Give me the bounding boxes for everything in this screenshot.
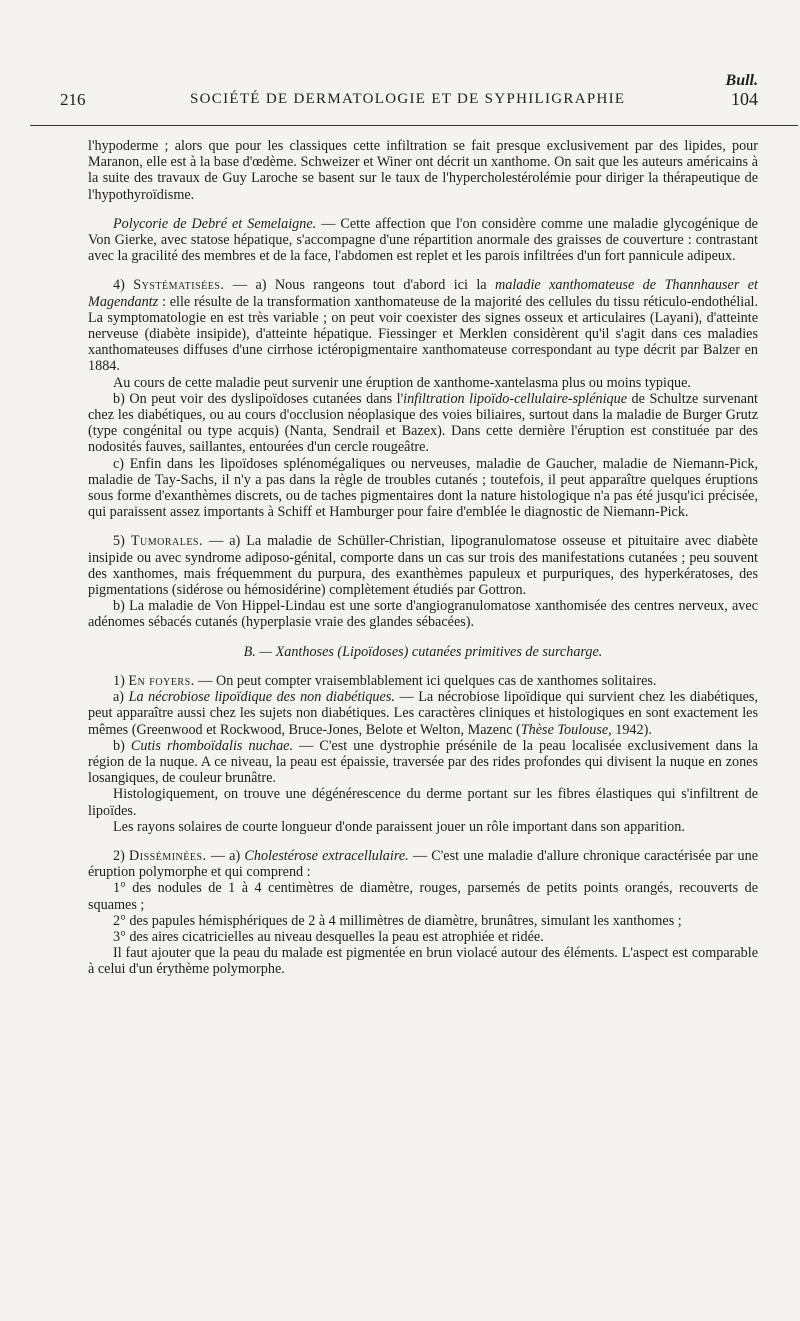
paragraph-hypoderme: l'hypoderme ; alors que pour les classiques cette infiltration se fait presque exclusivement par des lipides, pour Maranon, elle est à la base d'œdème. Schweizer et Winer ont décrit un xanthome. On sait que les auteurs américains à la suite des travaux de Guy Laroche se basent sur le taux de l'hypercholestérolémie pour diriger la thérapeutique de l'hypothyroïdisme.	[88, 138, 758, 203]
header-rule	[30, 125, 798, 126]
page-header	[60, 0, 758, 122]
paragraph-histologiquement: Histologiquement, on trouve une dégénérescence du derme portant sur les fibres élastiques qui s'infiltrent de lipoïdes.	[88, 786, 758, 819]
polycorie-title: Polycorie de Debré et Semelaigne.	[113, 215, 317, 232]
section-heading-b: B. — Xanthoses (Lipoïdoses) cutanées primitives de surcharge.	[243, 643, 603, 660]
page-number: 216	[60, 90, 86, 109]
paragraph-c-lipoidoses: c) Enfin dans les lipoïdoses splénomégaliques ou nerveuses, maladie de Gaucher, maladie de Niemann-Pick, maladie de Tay-Sachs, il n'y a pas dans la règle de troubles cutanés ; toutefois, il peut apparaître quelques éruptions sous forme d'exanthèmes discrets, ou de taches pigmentaires dont la nature histologique n'a pas été jusqu'ici précisée, qui paraissent assez importants à Schiff et Hamburger pour faire d'emblée le diagnostic de Niemann-Pick.	[88, 455, 758, 521]
section-label-en-foyers: En foyers.	[128, 672, 195, 689]
paragraph-tumorales: 5) Tumorales. — a) La maladie de Schüller-Christian, lipogranulomatose osseuse et pituitaire avec diabète insipide ou avec syndrome adiposo-génital, comporte dans un cas sur trois des manifestations cutanées ; peu souvent des xanthomes, mais fréquemment du purpura, des exanthèmes papuleux et purpuriques, des hyperkératoses, des pigmentations (sidérose ou hémosidérine) complètement étudiés par Gottron.	[88, 533, 758, 599]
paragraph-au-cours: Au cours de cette maladie peut survenir une éruption de xanthome-xantelasma plus ou moins typique.	[113, 374, 691, 391]
paragraph-cutis: b) Cutis rhomboïdalis nuchae. — C'est une dystrophie présénile de la peau localisée exclusivement dans la région de la nuque. A ce niveau, la peau est épaissie, traversée par des rides profondes qui divisent la nuque en zones losangiques, de couleur brunâtre.	[88, 737, 758, 787]
section-label-tumorales: Tumorales.	[130, 533, 204, 550]
list-item-nodules: 1° des nodules de 1 à 4 centimètres de diamètre, rouges, parsemés de petits points orangés, recouverts de squames ;	[88, 880, 758, 913]
paragraph-necrobiose: a) La nécrobiose lipoïdique des non diabétiques. — La nécrobiose lipoïdique qui survient chez les diabétiques, peut apparaître aussi chez les sujets non diabétiques. Les caractères cliniques et histologiques en sont exactement les mêmes (Greenwood et Rockwood, Bruce-Jones, Belote et Welton, Mazenc (Thèse Toulouse, 1942).	[88, 689, 758, 738]
running-title: SOCIÉTÉ DE DERMATOLOGIE ET DE SYPHILIGRAPHIE	[190, 91, 626, 107]
section-label-systematisees: Systématisées.	[133, 277, 225, 294]
paragraph-en-foyers: 1) En foyers. — On peut compter vraisemblablement ici quelques cas de xanthomes solitaires.	[113, 672, 657, 689]
list-item-aires: 3° des aires cicatricielles au niveau desquelles la peau est atrophiée et ridée.	[113, 928, 544, 945]
paragraph-systematisees: 4) Systématisées. — a) Nous rangeons tout d'abord ici la maladie xanthomateuse de Thannhauser et Magendantz : elle résulte de la transformation xanthomateuse de la majorité des cellules du tissu réticulo-endothélial. La symptomatologie en est très variable ; on peut voir coexister des signes osseux et articulaires (Layani), d'atteinte nerveuse (diabète insipide), d'atteinte hépatique. Fiessinger et Merklen considèrent qu'il s'agit dans ces maladies xanthomateuses diffuses d'une cirrhose ictéropigmentaire xanthomateuse correspondant au type décrit par Balzer en 1884.	[88, 277, 758, 375]
paragraph-hippel-lindau: b) La maladie de Von Hippel-Lindau est une sorte d'angiogranulomatose xanthomisée des centres nerveux, avec adénomes sébacés cutanés (hyperplasie vraie des glandes sébacées).	[88, 598, 758, 631]
paragraph-b-dyslipoidoses: b) On peut voir des dyslipoïdoses cutanées dans l'infiltration lipoïdo-cellulaire-splénique de Schultze survenant chez les diabétiques, ou au cours d'occlusion néoplasique des voies biliaires, surtout dans la maladie de Burger Grutz (type congénital ou type acquis) (Nanta, Sendrail et Bazex). Dans cette dernière l'éruption est constituée par des nodosités fauves, saillantes, entourées d'un cercle rougeâtre.	[88, 390, 759, 456]
list-item-papules: 2° des papules hémisphériques de 2 à 4 millimètres de diamètre, brunâtres, simulant les xanthomes ;	[113, 912, 682, 929]
bulletin-abbreviation: Bull.	[725, 72, 758, 89]
body-text	[88, 138, 758, 978]
paragraph-polycorie: Polycorie de Debré et Semelaigne. — Cette affection que l'on considère comme une maladie glycogénique de Von Gierke, avec statose hépatique, s'accompagne d'une répartition anormale des graisses de couverture : contrastant avec la gracilité des membres et de la face, l'abdomen est replet et les parois infiltrées d'un fort pannicule adipeux.	[88, 215, 758, 265]
paragraph-il-faut: Il faut ajouter que la peau du malade est pigmentée en brun violacé autour des éléments. L'aspect est comparable à celui d'un érythème polymorphe.	[88, 945, 758, 978]
paragraph-disseminees: 2) Disséminées. — a) Cholestérose extracellulaire. — C'est une maladie d'allure chronique caractérisée par une éruption polymorphe et qui comprend :	[88, 847, 758, 881]
volume-number: 104	[731, 89, 758, 109]
section-label-disseminees: Disséminées.	[129, 847, 207, 864]
paragraph-rayons: Les rayons solaires de courte longueur d'onde paraissent jouer un rôle important dans son apparition.	[113, 818, 685, 835]
